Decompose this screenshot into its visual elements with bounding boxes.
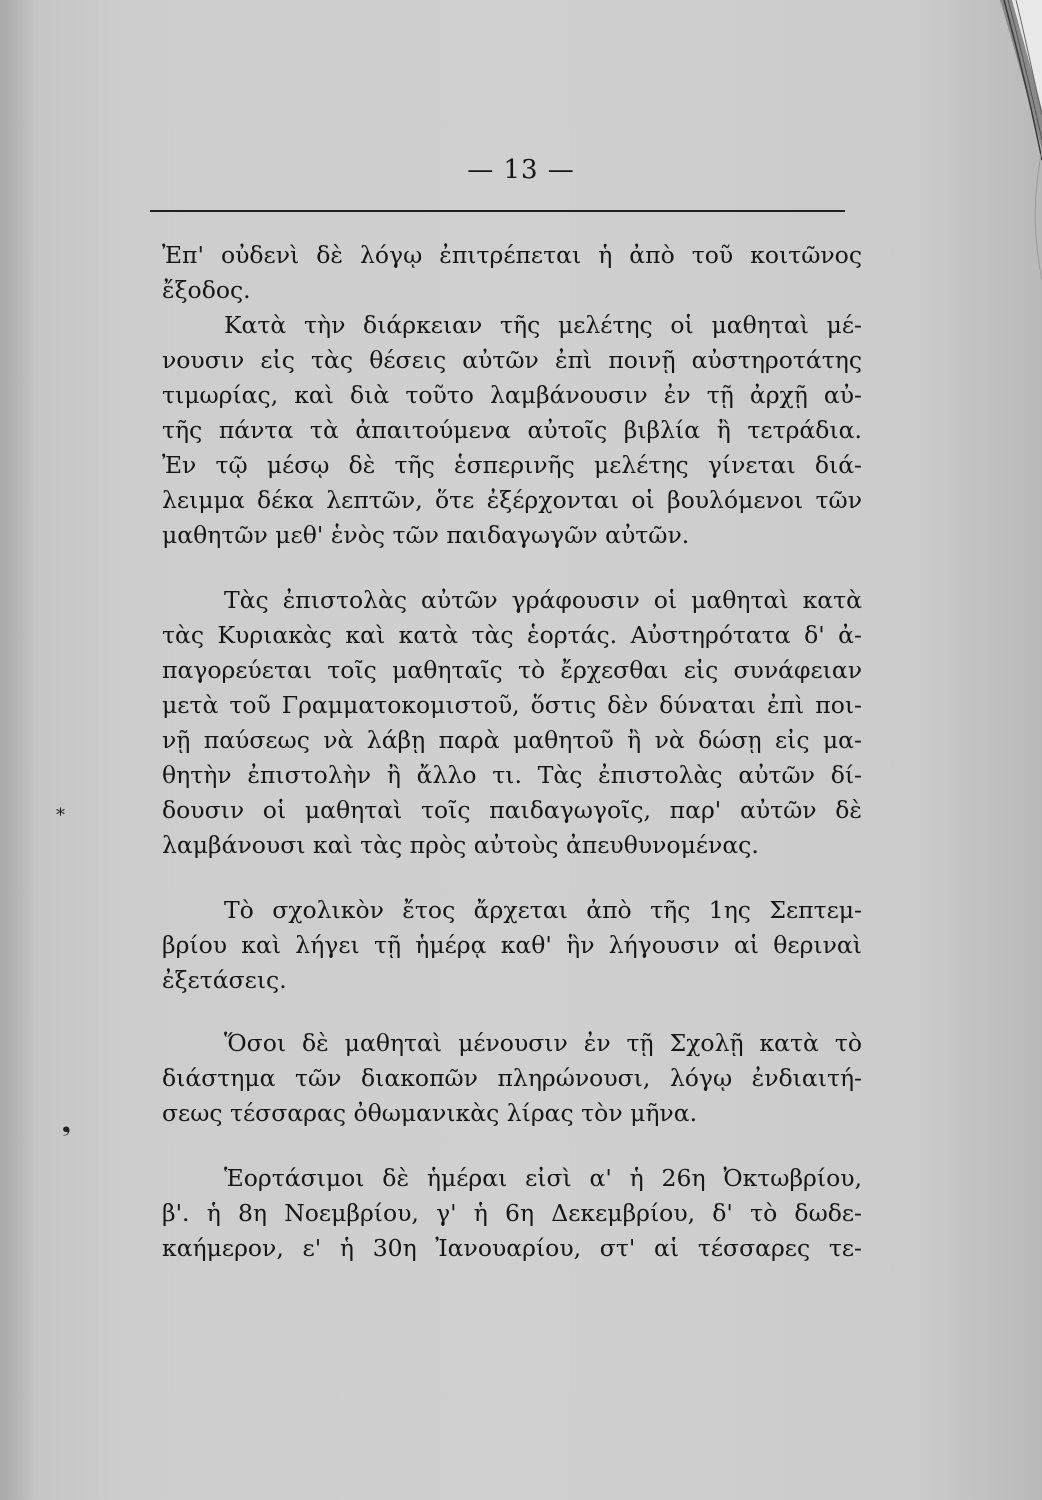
- text-line: μετὰ τοῦ Γραμματοκομιστοῦ, ὅστις δὲν δύναται ἐπὶ ποι-: [162, 691, 862, 719]
- text-line: Τὰς ἐπιστολὰς αὐτῶν γράφουσιν οἱ μαθηταὶ κατὰ: [224, 586, 862, 614]
- text-line: παγορεύεται τοῖς μαθηταῖς τὸ ἔρχεσθαι εἰς συνάφειαν: [162, 656, 862, 684]
- page-gutter-shadow: [0, 0, 36, 1500]
- text-line: Ἐπ' οὐδενὶ δὲ λόγῳ ἐπιτρέπεται ἡ ἀπὸ τοῦ κοιτῶνος: [162, 241, 862, 269]
- text-line: λαμβάνουσι καὶ τὰς πρὸς αὐτοὺς ἀπευθυνομένας.: [162, 831, 759, 859]
- text-line: τὰς Κυριακὰς καὶ κατὰ τὰς ἑορτάς. Αὐστηρότατα δ' ἀ-: [162, 621, 862, 649]
- body-text: [162, 238, 862, 1266]
- text-line: Ἐν τῷ μέσῳ δὲ τῆς ἑσπερινῆς μελέτης γίνεται διά-: [162, 451, 862, 479]
- print-speck: *: [56, 805, 65, 826]
- text-line: λειμμα δέκα λεπτῶν, ὅτε ἐξέρχονται οἱ βουλόμενοι τῶν: [162, 486, 862, 514]
- text-line: διάστημα τῶν διακοπῶν πληρώνουσι, λόγῳ ἐνδιαιτή-: [162, 1064, 862, 1092]
- page-number: — 13 —: [467, 155, 575, 185]
- paragraph-gap: [162, 553, 862, 583]
- text-line: νῇ παύσεως νὰ λάβῃ παρὰ μαθητοῦ ἢ νὰ δώσῃ εἰς μα-: [162, 726, 862, 754]
- text-line: δουσιν οἱ μαθηταὶ τοῖς παιδαγωγοῖς, παρ' αὐτῶν δὲ: [162, 796, 862, 824]
- text-line: β'. ἡ 8η Νοεμβρίου, γ' ἡ 6η Δεκεμβρίου, δ' τὸ δωδε-: [162, 1199, 862, 1227]
- text-line: τιμωρίας, καὶ διὰ τοῦτο λαμβάνουσιν ἐν τῇ ἀρχῇ αὐ-: [162, 381, 862, 409]
- paragraph-gap: [162, 863, 862, 893]
- page-corner-curl: [982, 0, 1042, 280]
- text-line: τῆς πάντα τὰ ἀπαιτούμενα αὐτοῖς βιβλία ἢ τετράδια.: [162, 416, 862, 444]
- paragraph-gap: [162, 998, 862, 1026]
- text-line: βρίου καὶ λήγει τῇ ἡμέρᾳ καθ' ἣν λήγουσιν αἱ θεριναὶ: [162, 931, 862, 959]
- text-line: Τὸ σχολικὸν ἔτος ἄρχεται ἀπὸ τῆς 1ης Σεπτεμ-: [224, 896, 862, 924]
- text-line: ἔξοδος.: [162, 276, 251, 304]
- text-line: Ὅσοι δὲ μαθηταὶ μένουσιν ἐν τῇ Σχολῇ κατὰ τὸ: [224, 1029, 862, 1057]
- text-line: Κατὰ τὴν διάρκειαν τῆς μελέτης οἱ μαθηταὶ μέ-: [224, 311, 862, 339]
- text-line: Ἑορτάσιμοι δὲ ἡμέραι εἰσὶ α' ἡ 26η Ὀκτωβρίου,: [224, 1164, 862, 1192]
- text-line: θητὴν ἐπιστολὴν ἢ ἄλλο τι. Τὰς ἐπιστολὰς αὐτῶν δί-: [162, 761, 862, 789]
- paragraph-gap: [162, 1131, 862, 1161]
- text-line: καήμερον, ε' ἡ 30η Ἰανουαρίου, στ' αἱ τέσσαρες τε-: [162, 1234, 862, 1262]
- text-line: σεως τέσσαρας ὀθωμανικὰς λίρας τὸν μῆνα.: [162, 1099, 698, 1127]
- text-line: μαθητῶν μεθ' ἑνὸς τῶν παιδαγωγῶν αὐτῶν.: [162, 521, 690, 549]
- text-line: ἐξετάσεις.: [162, 966, 287, 994]
- header-rule: [150, 210, 845, 212]
- print-speck: ❟: [62, 1112, 71, 1137]
- text-line: νουσιν εἰς τὰς θέσεις αὐτῶν ἐπὶ ποινῇ αὐστηροτάτης: [162, 346, 862, 374]
